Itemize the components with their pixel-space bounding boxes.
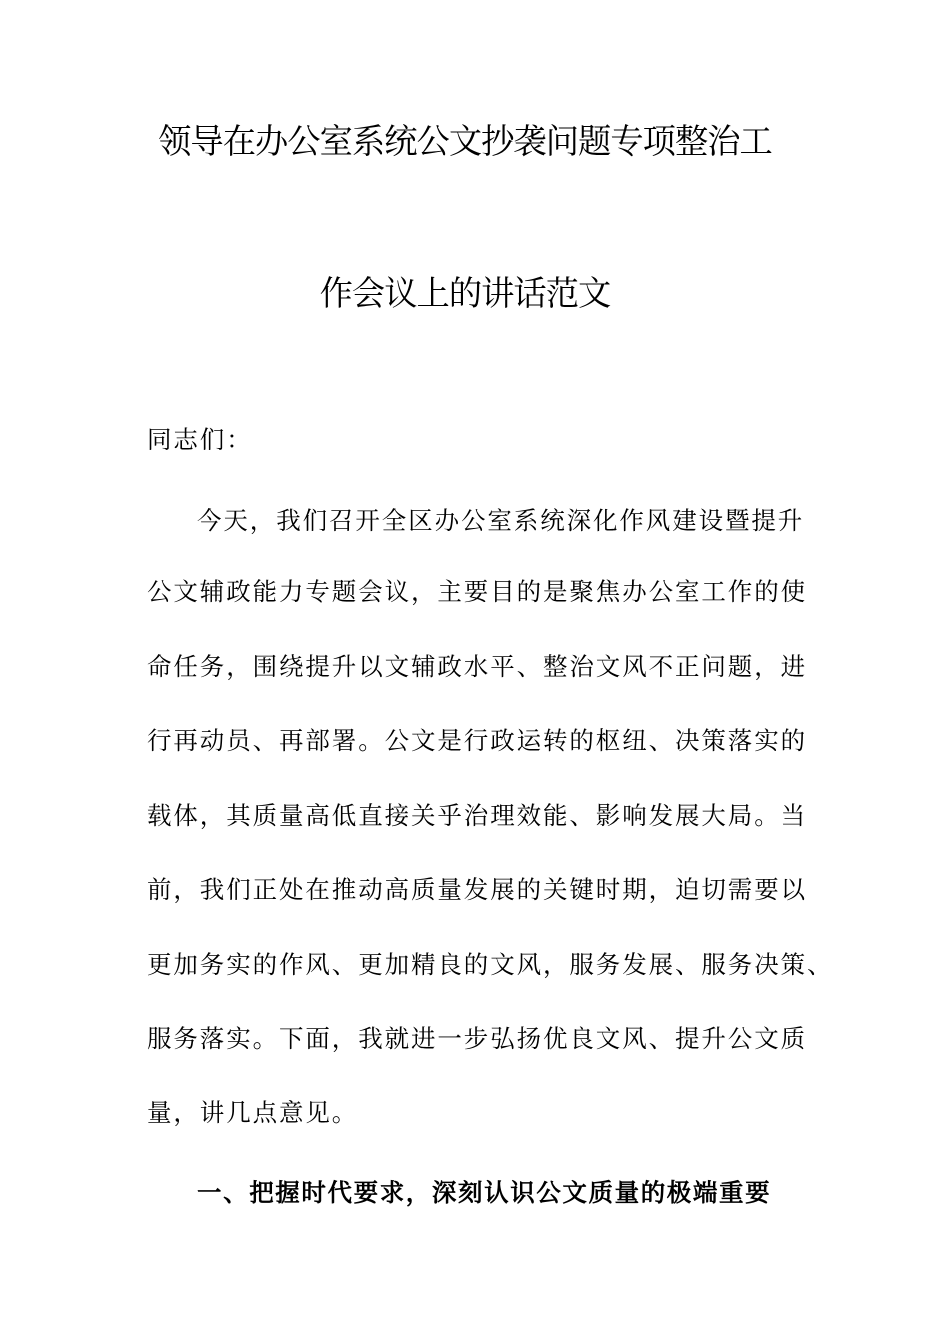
paragraph-line-6: 前，我们正处在推动高质量发展的关键时期，迫切需要以 (147, 875, 807, 904)
paragraph-line-9: 量，讲几点意见。 (147, 1098, 359, 1127)
paragraph-line-2: 公文辅政能力专题会议，主要目的是聚焦办公室工作的使 (147, 577, 807, 606)
paragraph-line-7: 更加务实的作风、更加精良的文风，服务发展、服务决策、 (147, 950, 834, 979)
paragraph-line-4: 行再动员、再部署。公文是行政运转的枢纽、决策落实的 (147, 726, 807, 755)
paragraph-line-8: 服务落实。下面，我就进一步弘扬优良文风、提升公文质 (147, 1024, 807, 1053)
paragraph-line-3: 命任务，围绕提升以文辅政水平、整治文风不正问题，进 (147, 652, 807, 681)
section-heading: 一、把握时代要求，深刻认识公文质量的极端重要 (197, 1178, 772, 1207)
salutation: 同志们： (147, 425, 253, 454)
document-title-line-1: 领导在办公室系统公文抄袭问题专项整治工 (158, 122, 772, 162)
document-title-line-2: 作会议上的讲话范文 (319, 274, 611, 314)
paragraph-line-1: 今天，我们召开全区办公室系统深化作风建设暨提升 (197, 506, 805, 535)
paragraph-line-5: 载体，其质量高低直接关乎治理效能、影响发展大局。当 (147, 801, 807, 830)
